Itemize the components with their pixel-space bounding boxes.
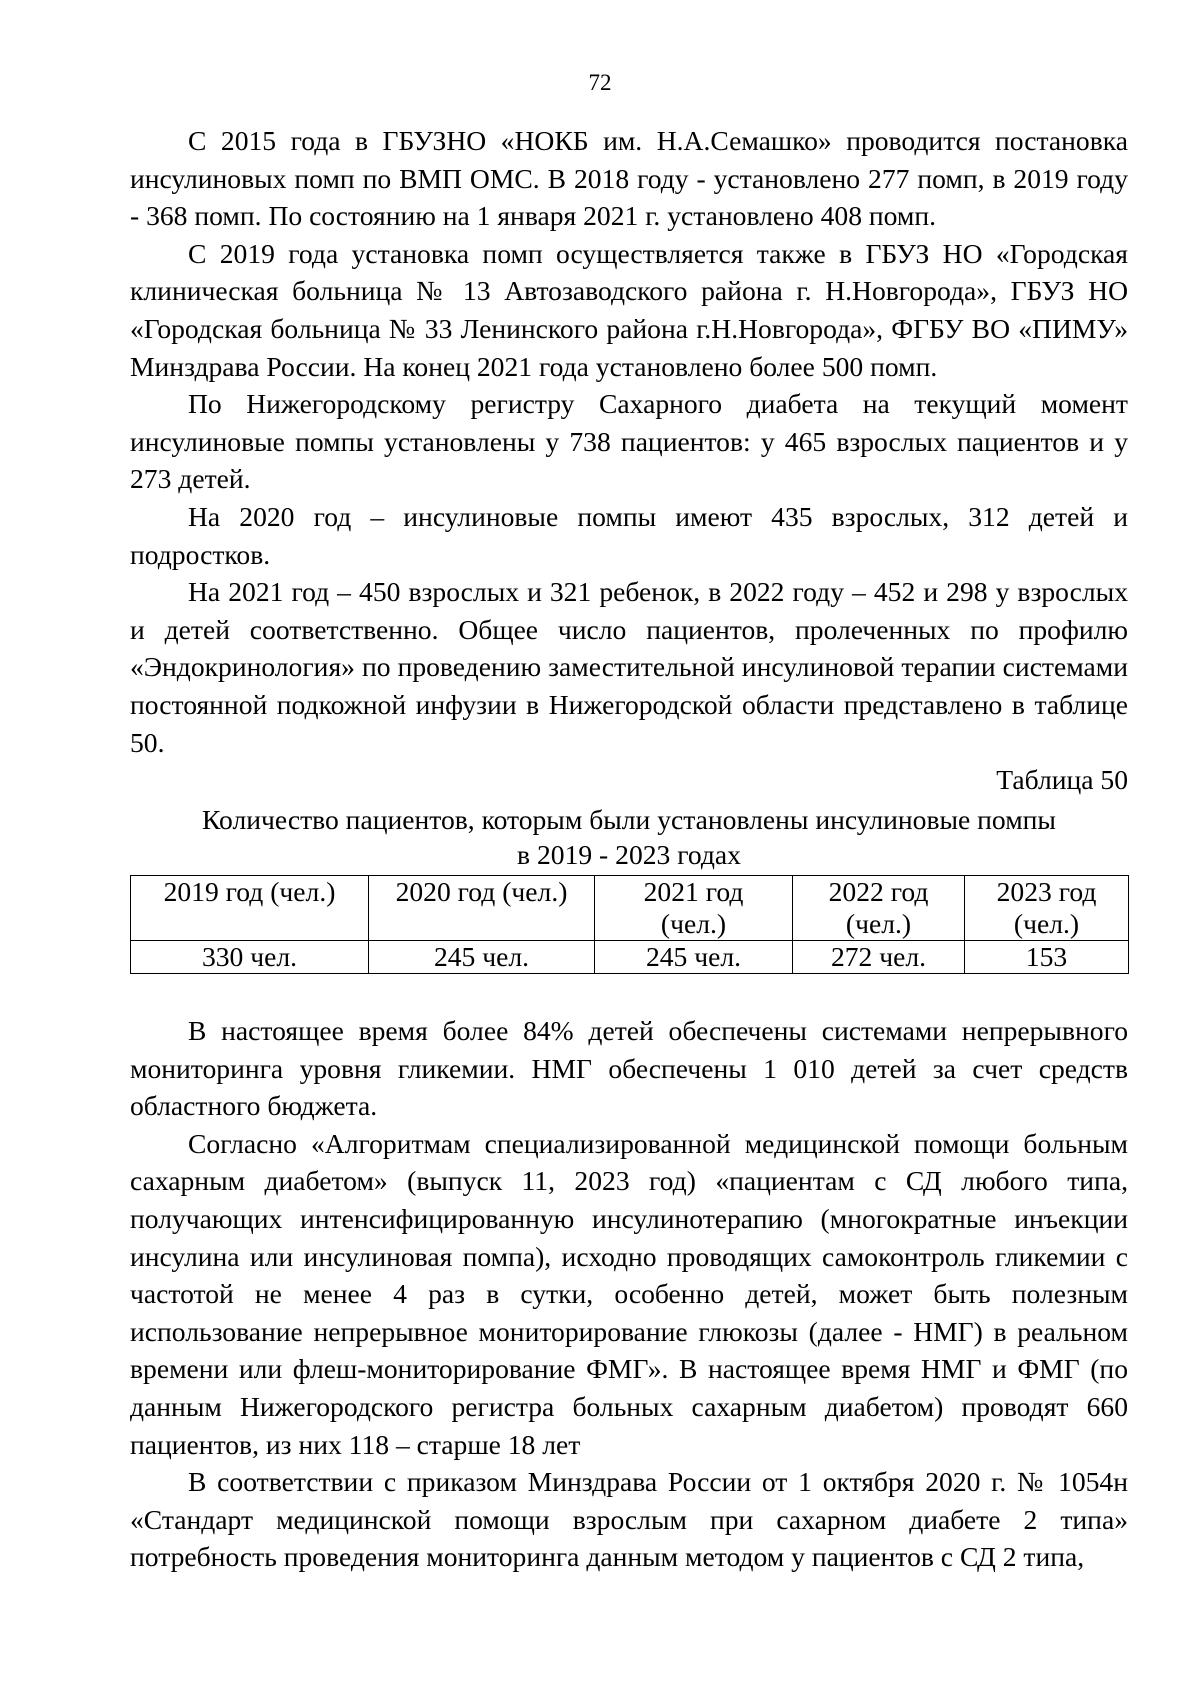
paragraph: По Нижегородскому регистру Сахарного диабета на текущий момент инсулиновые помпы установлены у 738 пациентов: у 465 взрослых пациентов и у 273 детей.: [130, 388, 1128, 495]
table-caption-line2: в 2019 - 2023 годах: [517, 839, 741, 871]
paragraph: В настоящее время более 84% детей обеспечены системами непрерывного мониторинга уровня гликемии. НМГ обеспечены 1 010 детей за счет средств областного бюджета.: [130, 1015, 1128, 1122]
paragraph: С 2015 года в ГБУЗНО «НОКБ им. Н.А.Семашко» проводится постановка инсулиновых помп по ВМП ОМС. В 2018 году - установлено 277 помп, в 2019 году - 368 помп. По состоянию на 1 января 2021 г. установлено 408 помп.: [130, 125, 1128, 232]
table-caption: [130, 799, 1128, 872]
paragraph: С 2019 года установка помп осуществляется также в ГБУЗ НО «Городская клиническая больница № 13 Автозаводского района г. Н.Новгорода», ГБУЗ НО «Городская больница № 33 Ленинского района г.Н.Новгорода», ФГБУ ВО «ПИМУ» Минздрава России. На конец 2021 года установлено более 500 помп.: [130, 237, 1128, 382]
table-header-cell: [595, 876, 793, 941]
table-cell: 245 чел.: [595, 941, 793, 974]
table-cell: 153: [965, 941, 1129, 974]
header-line: 2021 год: [643, 876, 744, 908]
page-content: [130, 122, 1128, 1576]
pumps-table: [130, 875, 1129, 974]
table-header-cell: [369, 876, 595, 941]
table-caption-line1: Количество пациентов, которым были установлены инсулиновые помпы: [202, 804, 1056, 836]
table-row: [131, 941, 1129, 974]
header-line: 2023 год: [996, 876, 1097, 908]
header-line: 2020 год (чел.): [395, 876, 568, 908]
table-header-cell: [793, 876, 965, 941]
header-line: (чел.): [845, 908, 912, 940]
header-line: (чел.): [1013, 908, 1080, 940]
paragraph: В соответствии с приказом Минздрава России от 1 октября 2020 г. № 1054н «Стандарт медицинской помощи взрослым при сахарном диабете 2 типа» потребность проведения мониторинга данным методом у пациентов с СД 2 типа,: [130, 1466, 1128, 1573]
table-cell: 245 чел.: [369, 941, 595, 974]
paragraph: На 2021 год – 450 взрослых и 321 ребенок, в 2022 году – 452 и 298 у взрослых и детей соответственно. Общее число пациентов, пролеченных по профилю «Эндокринология» по проведению заместительной инсулиновой терапии системами постоянной подкожной инфузии в Нижегородской области представлено в таблице 50.: [130, 576, 1128, 758]
table-label: Таблица 50: [996, 764, 1128, 796]
table-header-row: [131, 876, 1129, 941]
paragraph: Согласно «Алгоритмам специализированной медицинской помощи больным сахарным диабетом» (выпуск 11, 2023 год) «пациентам с СД любого типа, получающих интенсифицированную инсулинотерапию (многократные инъекции инсулина или инсулиновая помпа), исходно проводящих самоконтроль гликемии с частотой не менее 4 раз в сутки, особенно детей, может быть полезным использование непрерывное мониторирование глюкозы (далее - НМГ) в реальном времени или флеш-мониторирование ФМГ». В настоящее время НМГ и ФМГ (по данным Нижегородского регистра больных сахарным диабетом) проводят 660 пациентов, из них 118 – старше 18 лет: [130, 1127, 1128, 1460]
table-header-cell: [131, 876, 369, 941]
header-line: 2022 год: [828, 876, 929, 908]
table-cell: 330 чел.: [131, 941, 369, 974]
page-number: 72: [588, 70, 612, 95]
text-after-table: [130, 1012, 1128, 1576]
table-cell: 272 чел.: [793, 941, 965, 974]
header-line: 2019 год (чел.): [163, 876, 336, 908]
paragraph: На 2020 год – инсулиновые помпы имеют 435 взрослых, 312 детей и подростков.: [130, 500, 1128, 570]
header-line: (чел.): [660, 908, 727, 940]
table-header-cell: [965, 876, 1129, 941]
